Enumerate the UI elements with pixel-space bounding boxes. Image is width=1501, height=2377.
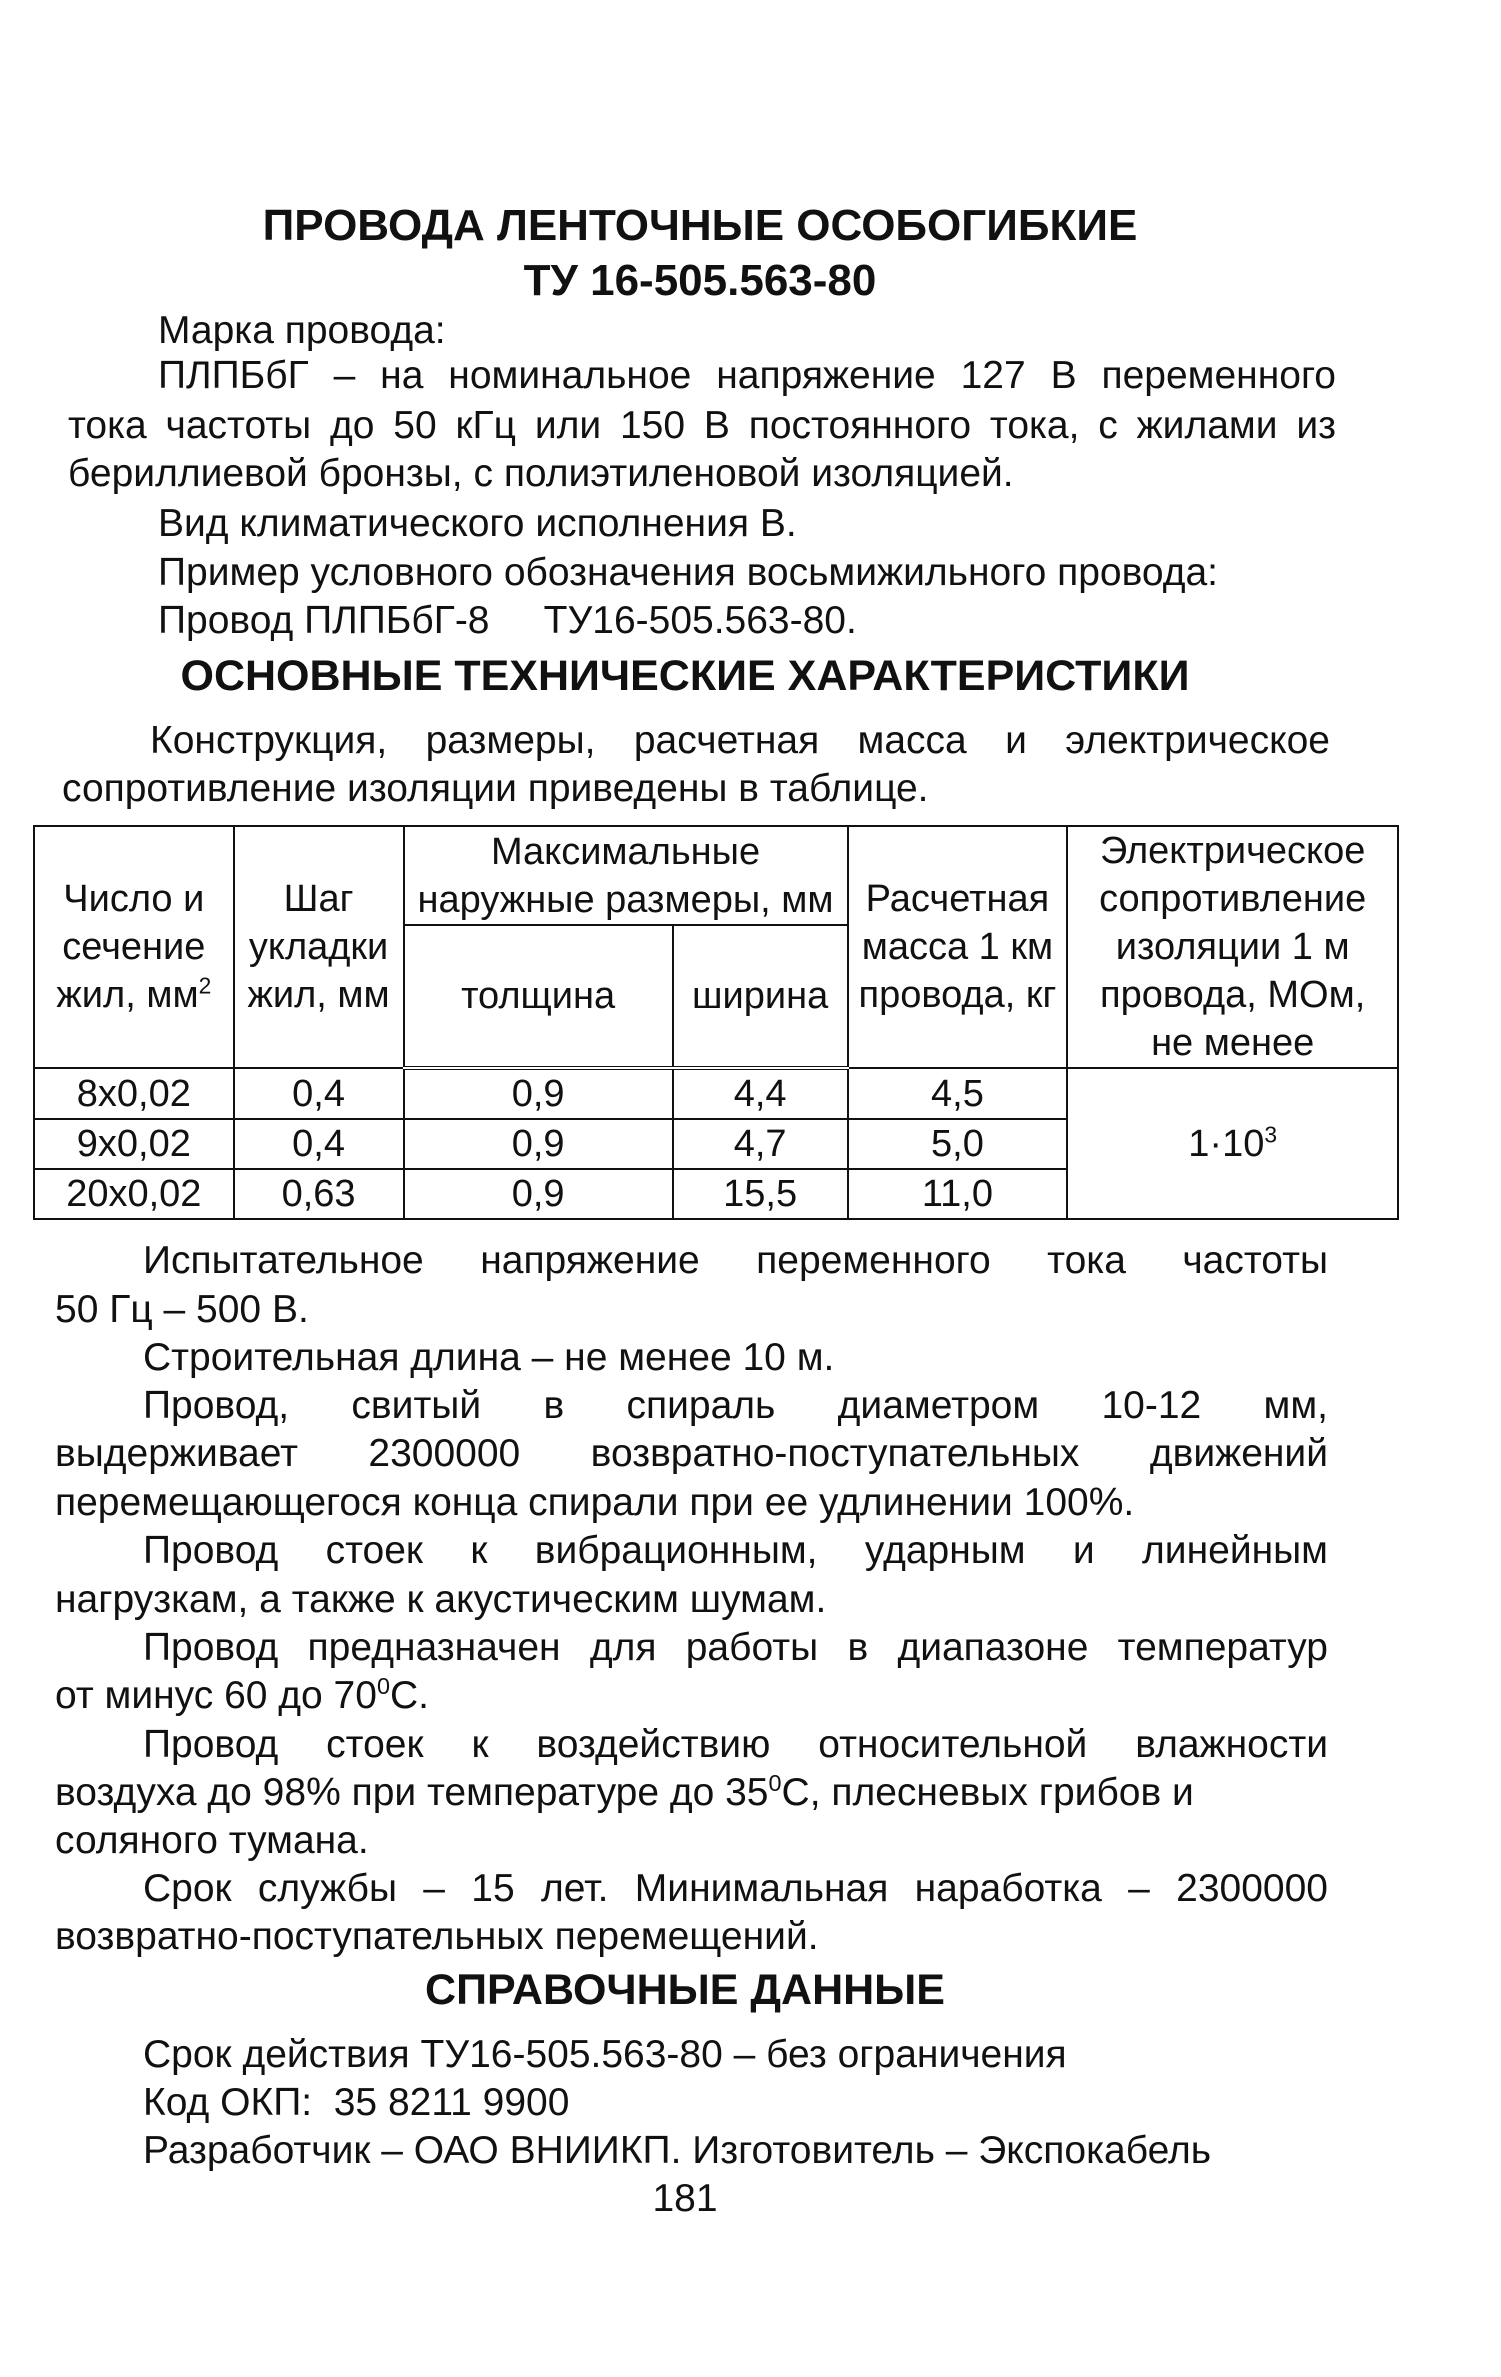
body-text: Провод стоек к воздействию относительной влажности [143,1723,1328,1766]
header-width: ширина [673,925,848,1068]
section-text: сопротивление изоляции приведены в таблице. [62,767,929,810]
cell-mass: 11,0 [848,1169,1068,1219]
cell-width: 4,7 [673,1119,848,1169]
reference-line: Срок действия ТУ16-505.563-80 – без ограничения [143,2033,1067,2076]
intro-line: Пример условного обозначения восьмижильного провода: [158,551,1218,594]
cell-resistance: $1\cdot 10^3$ [1067,1068,1398,1219]
body-text: воздуха до 98% при температуре до $35^0С$, плесневых грибов и [55,1770,1194,1814]
intro-line: Марка провода: [158,309,446,352]
page-number: 181 [652,2177,718,2220]
body-text: нагрузкам, а также к акустическим шумам. [55,1578,827,1621]
intro-line: Вид климатического исполнения В. [158,502,797,545]
header-step: Шаг укладки жил, мм [234,826,404,1068]
reference-line: Разработчик – ОАО ВНИИКП. Изготовитель – Экспокабель [143,2129,1212,2172]
intro-line: тока частоты до 50 кГц или 150 В постоянного тока, с жилами из [68,404,1336,447]
cell-width: 15,5 [673,1169,848,1219]
cell-count: 8х0,02 [34,1068,234,1119]
header-mass: Расчетная масса 1 км провода, кг [848,826,1068,1068]
body-text: Провод, свитый в спираль диаметром 10-12 мм, [143,1384,1328,1427]
cell-thickness: 0,9 [404,1068,673,1119]
reference-line: Код ОКП: 35 8211 9900 [143,2081,570,2124]
cell-mass: 4,5 [848,1068,1068,1119]
cell-mass: 5,0 [848,1119,1068,1169]
header-resistance: Электрическое сопротивление изоляции 1 м провода, МОм, не менее [1067,826,1398,1068]
header-dimensions: Максимальные наружные размеры, мм [404,826,848,925]
intro-line: ПЛПБбГ – на номинальное напряжение 127 В переменного [158,354,1336,397]
section-text: Конструкция, размеры, расчетная масса и электрическое [150,719,1330,762]
header-count: Число и сечение жил, $мм^2$ [34,826,234,1068]
intro-line: Провод ПЛПБбГ-8 ТУ16-505.563-80. [158,599,857,642]
cell-step: 0,4 [234,1119,404,1169]
body-text: Испытательное напряжение переменного тока частоты [143,1239,1328,1282]
body-text: Провод предназначен для работы в диапазоне температур [143,1626,1328,1669]
cell-step: 0,63 [234,1169,404,1219]
body-text: Срок службы – 15 лет. Минимальная наработка – 2300000 [143,1867,1328,1910]
cell-count: 20х0,02 [34,1169,234,1219]
standard-code: ТУ 16-505.563-80 [523,256,877,305]
cell-count: 9х0,02 [34,1119,234,1169]
characteristics-table [33,825,1399,1220]
body-text: соляного тумана. [55,1819,369,1862]
body-text: Строительная длина – не менее 10 м. [143,1336,835,1379]
body-text: перемещающегося конца спирали при ее удлинении 100%. [55,1481,1135,1524]
section-heading: ОСНОВНЫЕ ТЕХНИЧЕСКИЕ ХАРАКТЕРИСТИКИ [180,652,1190,700]
page-title: ПРОВОДА ЛЕНТОЧНЫЕ ОСОБОГИБКИЕ [262,201,1138,250]
cell-width: 4,4 [673,1068,848,1119]
intro-line: бериллиевой бронзы, с полиэтиленовой изоляцией. [68,452,1014,495]
cell-step: 0,4 [234,1068,404,1119]
body-text: от минус 60 до $70^0С$. [55,1673,429,1717]
reference-heading: СПРАВОЧНЫЕ ДАННЫЕ [425,1966,945,2014]
cell-thickness: 0,9 [404,1119,673,1169]
body-text: Провод стоек к вибрационным, ударным и линейным [143,1529,1328,1572]
body-text: возвратно-поступательных перемещений. [55,1915,819,1958]
body-text: выдерживает 2300000 возвратно-поступательных движений [55,1432,1328,1475]
table-row [34,1068,1398,1119]
body-text: 50 Гц – 500 В. [55,1288,309,1331]
header-thickness: толщина [404,925,673,1068]
cell-thickness: 0,9 [404,1169,673,1219]
